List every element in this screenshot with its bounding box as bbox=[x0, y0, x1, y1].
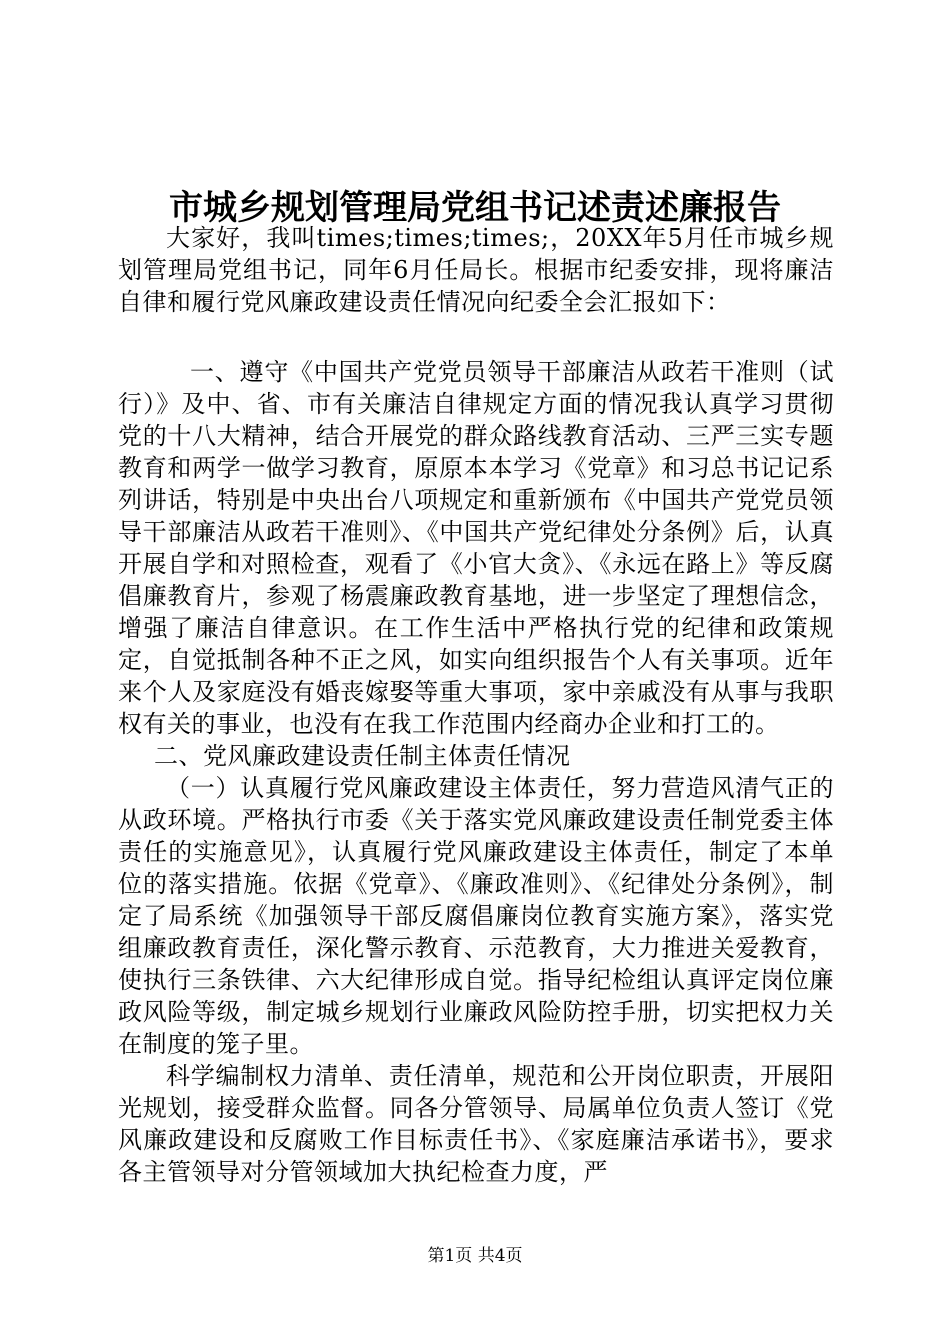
paragraph-section-1: 一、遵守《中国共产党党员领导干部廉洁从政若干准则（试行）》及中、省、市有关廉洁自律规定方面的情况我认真学习贯彻党的十八大精神，结合开展党的群众路线教育活动、三严三实专题教育和两学一做学习教育，原原本本学习《党章》和习总书记记系列讲话，特别是中央出台八项规定和重新颁布《中国共产党党员领导干部廉洁从政若干准则》、《中国共产党纪律处分条例》后，认真开展自学和对照检查，观看了《小官大贪》、《永远在路上》等反腐倡廉教育片，参观了杨震廉政教育基地，进一步坚定了理想信念，增强了廉洁自律意识。在工作生活中严格执行党的纪律和政策规定，自觉抵制各种不正之风，如实向组织报告个人有关事项。近年来个人及家庭没有婚丧嫁娶等重大事项，家中亲戚没有从事与我职权有关的事业，也没有在我工作范围内经商办企业和打工的。 bbox=[118, 358, 834, 738]
document-title: 市城乡规划管理局党组书记述责述廉报告 bbox=[169, 188, 781, 228]
paragraph-spacer bbox=[118, 318, 834, 350]
paragraph-intro: 大家好，我叫times;times;times;，20XX年5月任市城乡规划管理局党组书记，同年6月任局长。根据市纪委安排，现将廉洁自律和履行党风廉政建设责任情况向纪委全会汇报如下： bbox=[118, 224, 834, 316]
paragraph-subsection-1: （一）认真履行党风廉政建设主体责任，努力营造风清气正的从政环境。严格执行市委《关于落实党风廉政建设责任制党委主体责任的实施意见》，认真履行党风廉政建设主体责任，制定了本单位的落实措施。依据《党章》、《廉政准则》、《纪律处分条例》，制定了局系统《加强领导干部反腐倡廉岗位教育实施方案》，落实党组廉政教育责任，深化警示教育、示范教育，大力推进关爱教育，使执行三条铁律、六大纪律形成自觉。指导纪检组认真评定岗位廉政风险等级，制定城乡规划行业廉政风险防控手册，切实把权力关在制度的笼子里。 bbox=[118, 774, 834, 1058]
section-2-heading: 二、党风廉政建设责任制主体责任情况 bbox=[154, 742, 571, 770]
document-body bbox=[118, 222, 834, 1188]
paragraph-continued: 科学编制权力清单、责任清单，规范和公开岗位职责，开展阳光规划，接受群众监督。同各分管领导、局属单位负责人签订《党风廉政建设和反腐败工作目标责任书》、《家庭廉洁承诺书》，要求各主管领导对分管领域加大执纪检查力度，严 bbox=[118, 1062, 834, 1186]
page-number-footer: 第1页 共4页 bbox=[427, 1246, 523, 1266]
